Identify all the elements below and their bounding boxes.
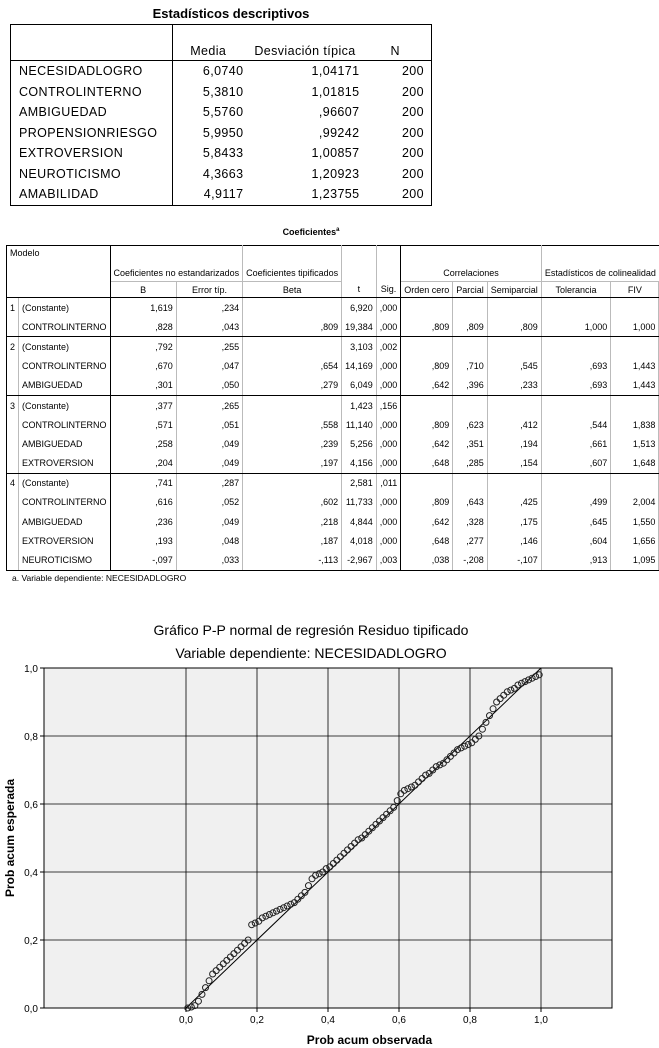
t-value: 4,156 (342, 454, 377, 474)
header-correlaciones: Correlaciones (401, 246, 542, 282)
orden-cero-value: ,648 (401, 454, 453, 474)
parcial-value: ,623 (453, 415, 488, 434)
y-tick-label: 0,2 (24, 936, 38, 947)
parcial-value: ,277 (453, 531, 488, 550)
fiv-value: 1,838 (611, 415, 659, 434)
t-value: 11,140 (342, 415, 377, 434)
b-value: ,741 (110, 473, 176, 493)
header-no-estandarizados: Coeficientes no estandarizados (110, 246, 243, 282)
sig-value: ,000 (376, 317, 401, 337)
parcial-value: ,643 (453, 493, 488, 512)
tolerancia-value: ,913 (541, 550, 610, 570)
orden-cero-value: ,809 (401, 493, 453, 512)
modelo-number (7, 376, 19, 396)
error-value: ,287 (176, 473, 242, 493)
tolerancia-value: ,604 (541, 531, 610, 550)
tolerancia-value: ,544 (541, 415, 610, 434)
tolerancia-value: ,645 (541, 512, 610, 531)
orden-cero-value (401, 298, 453, 318)
b-value: 1,619 (110, 298, 176, 318)
y-tick-label: 0,4 (24, 868, 38, 879)
table-row (7, 415, 659, 434)
beta-value: ,602 (243, 493, 342, 512)
error-value: ,043 (176, 317, 242, 337)
tolerancia-value (541, 473, 610, 493)
header-sig: Sig. (376, 246, 401, 298)
semiparcial-value: ,194 (487, 434, 541, 453)
error-value: ,049 (176, 512, 242, 531)
desviacion-value: ,96607 (318, 105, 360, 120)
parcial-value (453, 337, 488, 357)
table-row (7, 473, 659, 493)
fiv-value (611, 337, 659, 357)
orden-cero-value: ,642 (401, 434, 453, 453)
sig-value: ,003 (376, 550, 401, 570)
coefficients-section (0, 223, 656, 583)
semiparcial-value: ,146 (487, 531, 541, 550)
b-value: ,828 (110, 317, 176, 337)
modelo-number (7, 454, 19, 474)
beta-value: ,654 (243, 357, 342, 376)
variable-name: NECESIDADLOGRO (11, 61, 173, 82)
modelo-number: 2 (7, 337, 19, 357)
t-value: 11,733 (342, 493, 377, 512)
semiparcial-value (487, 298, 541, 318)
modelo-number: 1 (7, 298, 19, 318)
beta-value: ,218 (243, 512, 342, 531)
parcial-value: ,710 (453, 357, 488, 376)
sub-beta: Beta (243, 282, 342, 298)
x-axis-label: Prob acum observada (306, 1033, 433, 1047)
t-value: 14,169 (342, 357, 377, 376)
descriptives-header-row (11, 25, 432, 61)
modelo-number (7, 434, 19, 453)
sub-error: Error típ. (176, 282, 242, 298)
fiv-value: 1,000 (611, 317, 659, 337)
semiparcial-value: ,175 (487, 512, 541, 531)
b-value: ,258 (110, 434, 176, 453)
variable-name: AMBIGUEDAD (19, 434, 111, 453)
n-value: 200 (367, 82, 432, 103)
x-tick-label: 1,0 (534, 1015, 548, 1026)
error-value: ,265 (176, 395, 242, 415)
error-value: ,051 (176, 415, 242, 434)
semiparcial-value: ,412 (487, 415, 541, 434)
beta-value: -,113 (243, 550, 342, 570)
parcial-value: ,285 (453, 454, 488, 474)
y-tick-label: 1,0 (24, 664, 38, 675)
b-value: ,670 (110, 357, 176, 376)
b-value: ,792 (110, 337, 176, 357)
fiv-value: 1,443 (611, 357, 659, 376)
header-modelo: Modelo (7, 246, 111, 298)
table-row (7, 531, 659, 550)
media-value: 5,9950 (202, 125, 244, 140)
coefficients-header-row (7, 246, 659, 282)
modelo-number (7, 415, 19, 434)
media-value: 4,3663 (202, 166, 244, 181)
variable-name: AMABILIDAD (11, 184, 173, 205)
parcial-value: -,208 (453, 550, 488, 570)
variable-name: EXTROVERSION (19, 454, 111, 474)
error-value: ,255 (176, 337, 242, 357)
sig-value: ,000 (376, 454, 401, 474)
sig-value: ,000 (376, 376, 401, 396)
table-row (7, 550, 659, 570)
x-tick-label: 0,4 (321, 1015, 335, 1026)
sig-value: ,156 (376, 395, 401, 415)
sub-semiparcial: Semiparcial (487, 282, 541, 298)
coefficients-title: Coeficientes$^a$ (282, 227, 340, 237)
parcial-value: ,396 (453, 376, 488, 396)
sig-value: ,011 (376, 473, 401, 493)
beta-value: ,187 (243, 531, 342, 550)
y-tick-label: 0,8 (24, 732, 38, 743)
orden-cero-value (401, 473, 453, 493)
pp-plot (0, 660, 622, 1048)
header-t: t (342, 246, 377, 298)
variable-name: NEUROTICISMO (11, 164, 173, 185)
fiv-value: 2,004 (611, 493, 659, 512)
fiv-value: 1,648 (611, 454, 659, 474)
tolerancia-value: 1,000 (541, 317, 610, 337)
beta-value (243, 473, 342, 493)
variable-name: (Constante) (19, 473, 111, 493)
t-value: 3,103 (342, 337, 377, 357)
variable-name: PROPENSIONRIESGO (11, 123, 173, 144)
t-value: 4,018 (342, 531, 377, 550)
error-value: ,050 (176, 376, 242, 396)
b-value: ,571 (110, 415, 176, 434)
sig-value: ,000 (376, 298, 401, 318)
n-value: 200 (367, 184, 432, 205)
sig-value: ,000 (376, 493, 401, 512)
semiparcial-value: ,233 (487, 376, 541, 396)
parcial-value: ,328 (453, 512, 488, 531)
variable-name: (Constante) (19, 395, 111, 415)
desviacion-value: ,99242 (318, 125, 360, 140)
table-row (11, 143, 432, 164)
header-tipificados: Coeficientes tipificados (243, 246, 342, 282)
error-value: ,049 (176, 454, 242, 474)
t-value: 6,049 (342, 376, 377, 396)
variable-name: EXTROVERSION (11, 143, 173, 164)
table-row (7, 337, 659, 357)
b-value: ,616 (110, 493, 176, 512)
table-row (11, 164, 432, 185)
tolerancia-value (541, 298, 610, 318)
variable-name: (Constante) (19, 337, 111, 357)
table-row (11, 82, 432, 103)
table-row (11, 61, 432, 82)
desviacion-value: 1,00857 (311, 146, 360, 161)
modelo-number (7, 357, 19, 376)
header-n: N (367, 25, 432, 61)
media-value: 4,9117 (173, 184, 251, 205)
error-value: ,234 (176, 298, 242, 318)
orden-cero-value (401, 395, 453, 415)
orden-cero-value: ,809 (401, 415, 453, 434)
tolerancia-value: ,499 (541, 493, 610, 512)
sig-value: ,000 (376, 531, 401, 550)
b-value: ,236 (110, 512, 176, 531)
variable-name: AMBIGUEDAD (19, 512, 111, 531)
beta-value (243, 395, 342, 415)
chart-subtitle: Variable dependiente: NECESIDADLOGRO (175, 645, 447, 661)
descriptives-title: Estadísticos descriptivos (152, 6, 310, 21)
orden-cero-value (401, 337, 453, 357)
chart-title: Gráfico P-P normal de regresión Residuo tipificado (153, 622, 469, 638)
beta-value: ,809 (243, 317, 342, 337)
fiv-value (611, 298, 659, 318)
t-value: 19,384 (342, 317, 377, 337)
modelo-number: 3 (7, 395, 19, 415)
table-row (11, 102, 432, 123)
table-row (7, 395, 659, 415)
fiv-value: 1,550 (611, 512, 659, 531)
variable-name: NEUROTICISMO (19, 550, 111, 570)
semiparcial-value: -,107 (487, 550, 541, 570)
error-value: ,048 (176, 531, 242, 550)
header-colinealidad: Estadísticos de colinealidad (541, 246, 659, 282)
descriptives-table (10, 24, 432, 206)
orden-cero-value: ,648 (401, 531, 453, 550)
orden-cero-value: ,642 (401, 376, 453, 396)
media-value: 5,8433 (202, 146, 244, 161)
variable-name: EXTROVERSION (19, 531, 111, 550)
b-value: ,204 (110, 454, 176, 474)
orden-cero-value: ,809 (401, 357, 453, 376)
b-value: ,377 (110, 395, 176, 415)
b-value: -,097 (110, 550, 176, 570)
media-value: 5,3810 (202, 84, 244, 99)
semiparcial-value: ,154 (487, 454, 541, 474)
beta-value: ,279 (243, 376, 342, 396)
table-row (7, 376, 659, 396)
t-value: 1,423 (342, 395, 377, 415)
media-value: 6,0740 (202, 64, 244, 79)
t-value: 5,256 (342, 434, 377, 453)
fiv-value (611, 395, 659, 415)
beta-value: ,558 (243, 415, 342, 434)
sig-value: ,000 (376, 434, 401, 453)
table-row (7, 512, 659, 531)
table-row (7, 317, 659, 337)
b-value: ,301 (110, 376, 176, 396)
semiparcial-value (487, 395, 541, 415)
modelo-number: 4 (7, 473, 19, 493)
variable-name: CONTROLINTERNO (19, 317, 111, 337)
sub-b: B (110, 282, 176, 298)
fiv-value: 1,443 (611, 376, 659, 396)
n-value: 200 (367, 61, 432, 82)
y-axis-label: Prob acum esperada (3, 778, 17, 898)
error-value: ,033 (176, 550, 242, 570)
parcial-value (453, 298, 488, 318)
header-desviacion: Desviación típica (251, 25, 367, 61)
parcial-value (453, 473, 488, 493)
table-row (7, 434, 659, 453)
tolerancia-value: ,607 (541, 454, 610, 474)
orden-cero-value: ,642 (401, 512, 453, 531)
parcial-value: ,809 (453, 317, 488, 337)
table-row (11, 184, 432, 205)
sig-value: ,002 (376, 337, 401, 357)
variable-name: CONTROLINTERNO (19, 415, 111, 434)
semiparcial-value: ,545 (487, 357, 541, 376)
sub-fiv: FIV (611, 282, 659, 298)
orden-cero-value: ,809 (401, 317, 453, 337)
sub-tolerancia: Tolerancia (541, 282, 610, 298)
y-tick-label: 0,6 (24, 800, 38, 811)
media-value: 5,5760 (202, 105, 244, 120)
n-value: 200 (367, 164, 432, 185)
table-row (7, 357, 659, 376)
beta-value (243, 337, 342, 357)
tolerancia-value: ,661 (541, 434, 610, 453)
x-tick-label: 0,0 (179, 1015, 193, 1026)
desviacion-value: 1,01815 (311, 84, 360, 99)
tolerancia-value (541, 337, 610, 357)
variable-name: CONTROLINTERNO (19, 493, 111, 512)
modelo-number (7, 550, 19, 570)
t-value: 2,581 (342, 473, 377, 493)
fiv-value: 1,656 (611, 531, 659, 550)
tolerancia-value: ,693 (541, 376, 610, 396)
modelo-number (7, 317, 19, 337)
variable-name: AMBIGUEDAD (11, 102, 173, 123)
orden-cero-value: ,038 (401, 550, 453, 570)
t-value: 6,920 (342, 298, 377, 318)
table-row (7, 493, 659, 512)
sig-value: ,000 (376, 512, 401, 531)
table-row (11, 123, 432, 144)
desviacion-value: 1,04171 (311, 64, 360, 79)
semiparcial-value: ,809 (487, 317, 541, 337)
header-media: Media (173, 25, 251, 61)
coefficients-table (6, 245, 659, 571)
error-value: ,052 (176, 493, 242, 512)
beta-value: ,197 (243, 454, 342, 474)
variable-name: AMBIGUEDAD (19, 376, 111, 396)
desviacion-value: 1,23755 (251, 184, 367, 205)
fiv-value (611, 473, 659, 493)
parcial-value: ,351 (453, 434, 488, 453)
n-value: 200 (367, 143, 432, 164)
desviacion-value: 1,20923 (311, 166, 360, 181)
variable-name: CONTROLINTERNO (19, 357, 111, 376)
t-value: 4,844 (342, 512, 377, 531)
semiparcial-value: ,425 (487, 493, 541, 512)
table-row (7, 298, 659, 318)
tolerancia-value (541, 395, 610, 415)
coefficients-footnote: a. Variable dependiente: NECESIDADLOGRO (12, 573, 187, 583)
modelo-number (7, 493, 19, 512)
sub-parcial: Parcial (453, 282, 488, 298)
error-value: ,049 (176, 434, 242, 453)
modelo-number (7, 531, 19, 550)
x-tick-label: 0,8 (463, 1015, 477, 1026)
fiv-value: 1,095 (611, 550, 659, 570)
n-value: 200 (367, 102, 432, 123)
beta-value: ,239 (243, 434, 342, 453)
semiparcial-value (487, 473, 541, 493)
error-value: ,047 (176, 357, 242, 376)
t-value: -2,967 (342, 550, 377, 570)
semiparcial-value (487, 337, 541, 357)
b-value: ,193 (110, 531, 176, 550)
modelo-number (7, 512, 19, 531)
beta-value (243, 298, 342, 318)
y-tick-label: 0,0 (24, 1004, 38, 1015)
sig-value: ,000 (376, 415, 401, 434)
sig-value: ,000 (376, 357, 401, 376)
fiv-value: 1,513 (611, 434, 659, 453)
sub-orden-cero: Orden cero (401, 282, 453, 298)
header-blank (11, 25, 173, 61)
x-tick-label: 0,2 (250, 1015, 264, 1026)
variable-name: CONTROLINTERNO (11, 82, 173, 103)
parcial-value (453, 395, 488, 415)
x-tick-label: 0,6 (392, 1015, 406, 1026)
n-value: 200 (367, 123, 432, 144)
variable-name: (Constante) (19, 298, 111, 318)
table-row (7, 454, 659, 474)
tolerancia-value: ,693 (541, 357, 610, 376)
